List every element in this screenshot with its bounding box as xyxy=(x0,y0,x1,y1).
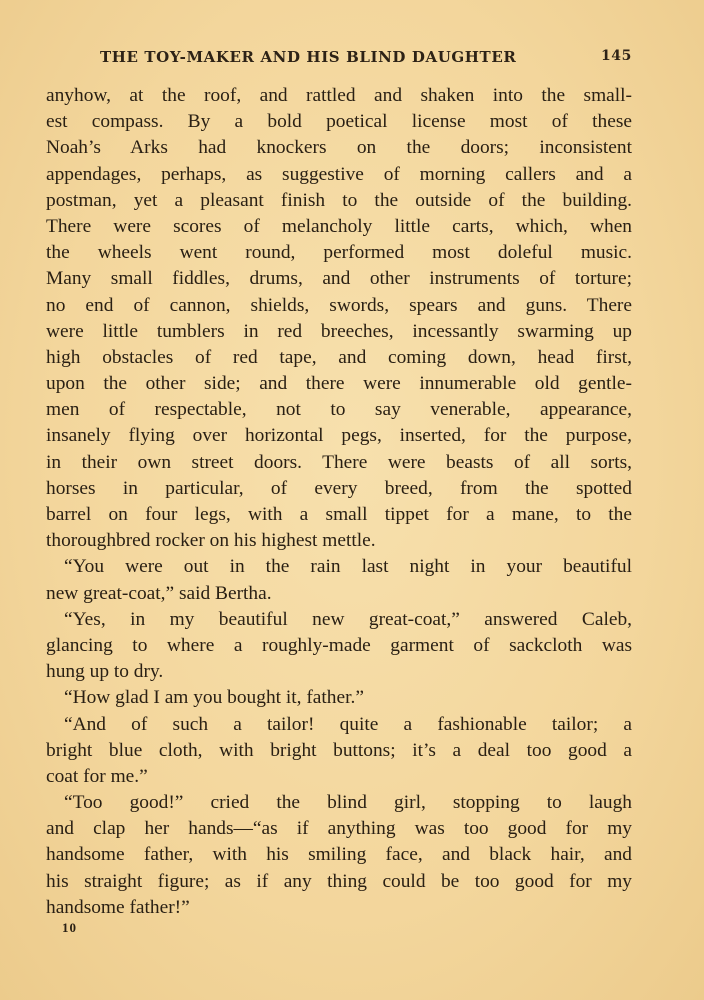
text-line: new great-coat,” said Bertha. xyxy=(46,582,272,604)
text-line: handsome father, with his smiling face, and black hair, and xyxy=(46,844,632,866)
text-line: horses in particular, of every breed, from the spotted xyxy=(46,477,632,499)
text-line: hung up to dry. xyxy=(46,661,164,683)
text-line: in their own street doors. There were beasts of all sorts, xyxy=(46,451,632,473)
text-line: no end of cannon, shields, swords, spears and guns. There xyxy=(46,294,632,316)
text-line: high obstacles of red tape, and coming down, head first, xyxy=(46,346,632,368)
text-line: were little tumblers in red breeches, incessantly swarming up xyxy=(46,320,632,342)
text-line: and clap her hands—“as if anything was too good for my xyxy=(46,818,632,840)
text-line: thoroughbred rocker on his highest mettle. xyxy=(46,530,376,552)
page-number: 145 xyxy=(600,48,632,64)
text-line: insanely flying over horizontal pegs, inserted, for the purpose, xyxy=(46,425,632,447)
text-line: “How glad I am you bought it, father.” xyxy=(64,687,364,709)
body-text xyxy=(46,83,632,921)
running-head xyxy=(46,48,632,70)
text-line: bright blue cloth, with bright buttons; it’s a deal too good a xyxy=(46,739,632,761)
signature-mark: 10 xyxy=(62,920,77,935)
text-line: “You were out in the rain last night in your beautiful xyxy=(64,556,632,578)
text-line: anyhow, at the roof, and rattled and shaken into the small- xyxy=(46,85,632,106)
text-line: upon the other side; and there were innumerable old gentle- xyxy=(46,373,632,395)
text-line: “Yes, in my beautiful new great-coat,” answered Caleb, xyxy=(64,608,632,630)
text-line: appendages, perhaps, as suggestive of morning callers and a xyxy=(46,163,632,185)
text-line: coat for me.” xyxy=(46,765,148,787)
text-line: “Too good!” cried the blind girl, stopping to laugh xyxy=(64,792,632,814)
text-line: the wheels went round, performed most doleful music. xyxy=(46,242,632,264)
text-line: est compass. By a bold poetical license most of these xyxy=(46,111,632,133)
text-line: postman, yet a pleasant finish to the outside of the building. xyxy=(46,189,632,211)
text-line: barrel on four legs, with a small tippet for a mane, to the xyxy=(46,504,632,525)
text-line: There were scores of melancholy little carts, which, when xyxy=(46,215,632,237)
text-line: “And of such a tailor! quite a fashionable tailor; a xyxy=(64,713,632,735)
text-line: handsome father!” xyxy=(46,896,190,918)
text-line: glancing to where a roughly-made garment of sackcloth was xyxy=(46,634,632,656)
text-line: his straight figure; as if any thing could be too good for my xyxy=(46,870,632,892)
text-line: Noah’s Arks had knockers on the doors; inconsistent xyxy=(46,137,632,159)
text-line: Many small fiddles, drums, and other instruments of torture; xyxy=(46,268,632,290)
running-title: THE TOY-MAKER AND HIS BLIND DAUGHTER xyxy=(100,48,517,66)
text-line: men of respectable, not to say venerable, appearance, xyxy=(46,399,632,421)
